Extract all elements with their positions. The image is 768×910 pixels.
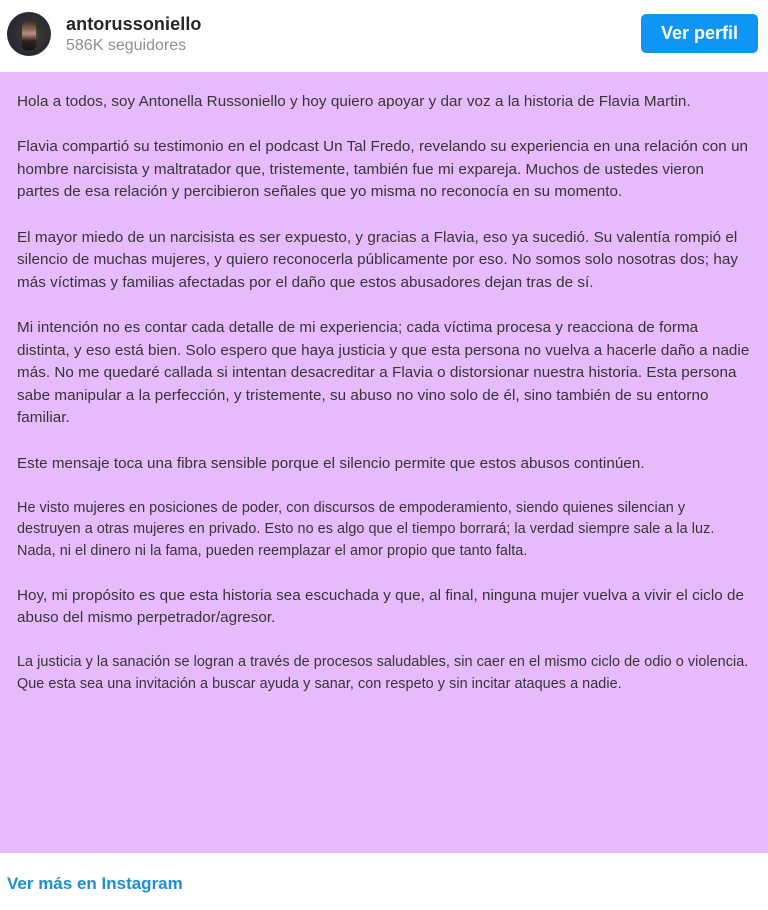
username[interactable]: antorussoniello [66,14,202,34]
post-image-text [0,72,768,853]
post-paragraph: Hola a todos, soy Antonella Russoniello y hoy quiero apoyar y dar voz a la historia de Flavia Martin. [17,93,691,110]
post-paragraph: Este mensaje toca una fibra sensible porque el silencio permite que estos abusos continúen. [17,454,645,472]
post-paragraph: Hoy, mi propósito es que esta historia sea escuchada y que, al final, ninguna mujer vuelva a vivir el ciclo de abuso del mismo perpetrador/agresor. [17,586,745,627]
view-profile-button[interactable]: Ver perfil [641,14,758,53]
view-more-on-instagram-link[interactable]: Ver más en Instagram [7,874,183,893]
follower-count: 586K seguidores [66,37,187,54]
post-paragraph: He visto mujeres en posiciones de poder, con discursos de empoderamiento, siendo quienes silencian y destruyen a otras mujeres en privado. Esto no es algo que el tiempo borrará; la verdad siempre sale a la luz. Nada, ni el dinero ni la fama, pueden reemplazar el amor propio que tanto falta. [17,499,715,559]
profile-photo-icon [22,20,36,50]
post-paragraph: El mayor miedo de un narcisista es ser expuesto, y gracias a Flavia, eso ya sucedió. Su valentía rompió el silencio de muchas mujeres, y quiero reconocerla públicamente por eso. No somos solo nosotras dos; hay más víctimas y familias afectadas por el daño que estos abusadores dejan tras de sí. [17,228,738,291]
user-info [66,13,202,56]
avatar[interactable] [7,12,51,56]
post-paragraph: La justicia y la sanación se logran a través de procesos saludables, sin caer en el mismo ciclo de odio o violencia. Que esta sea una invitación a buscar ayuda y sanar, con respeto y sin incitar ataques a nadie. [17,654,749,692]
post-paragraph: Flavia compartió su testimonio en el podcast Un Tal Fredo, revelando su experiencia en una relación con un hombre narcisista y maltratador que, tristemente, también fue mi expareja. Muchos de ustedes vieron partes de esa relación y percibieron señales que yo misma no reconocía en su momento. [17,138,749,201]
post-header [0,0,768,72]
post-paragraph: Mi intención no es contar cada detalle de mi experiencia; cada víctima procesa y reacciona de forma distinta, y eso está bien. Solo espero que haya justicia y que esta persona no vuelva a hacerle daño a nadie más. No me quedaré callada si intentan desacreditar a Flavia o distorsionar nuestra historia. Esta persona sabe manipular a la perfección, y tristemente, su abuso no vino solo de él, sino también de su entorno familiar. [17,318,750,427]
